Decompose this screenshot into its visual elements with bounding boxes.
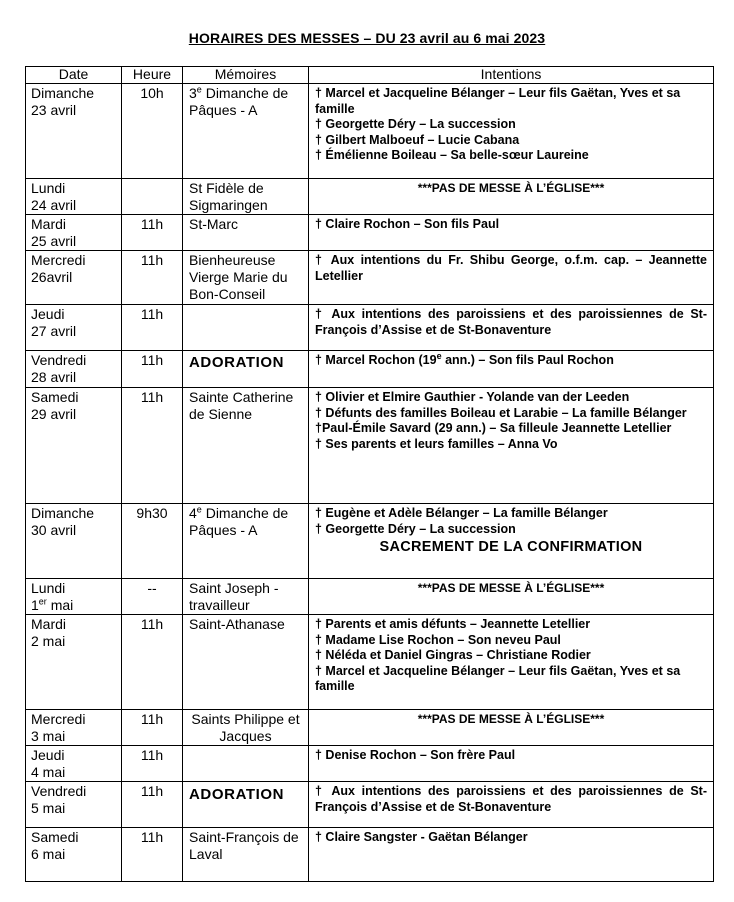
no-mass-note: ***PAS DE MESSE À L’ÉGLISE***: [417, 712, 605, 726]
intentions-cell: [309, 351, 714, 388]
memoire-sup: e: [196, 504, 202, 515]
date-day: Jeudi: [31, 747, 65, 763]
intentions-cell: [309, 251, 714, 305]
memoire-text-rest: Dimanche de Pâques - A: [189, 85, 289, 118]
date-value: 27 avril: [31, 323, 77, 339]
table-row: [26, 746, 714, 782]
intention-line: † Georgette Déry – La succession: [315, 117, 516, 131]
time-cell: 11h: [122, 782, 183, 828]
date-value: 2 mai: [31, 633, 66, 649]
date-day: Mercredi: [31, 711, 86, 727]
date-value: 4 mai: [31, 764, 66, 780]
header-heure: Heure: [122, 67, 183, 84]
intention-line: † Olivier et Elmire Gauthier - Yolande van der Leeden: [315, 390, 630, 404]
date-day: Dimanche: [31, 85, 95, 101]
memoire-cell: [183, 504, 309, 579]
date-value: 28 avril: [31, 369, 77, 385]
date-cell: [26, 615, 122, 710]
date-value: 24 avril: [31, 197, 77, 213]
intention-line: † Ses parents et leurs familles – Anna Vo: [315, 436, 558, 451]
memoire-cell: [183, 746, 309, 782]
date-value: 6 mai: [31, 846, 66, 862]
date-cell: [26, 388, 122, 504]
memoire-cell: Saint-Athanase: [183, 615, 309, 710]
date-day: Mardi: [31, 616, 67, 632]
schedule-table: [25, 66, 714, 882]
date-day: Lundi: [31, 180, 66, 196]
time-cell: 11h: [122, 710, 183, 746]
table-row: [26, 215, 714, 251]
time-cell: 11h: [122, 828, 183, 882]
date-cell: [26, 179, 122, 215]
intention-line: † Marcel et Jacqueline Bélanger – Leur fils Gaëtan, Yves et sa famille: [315, 86, 681, 116]
intention-line: † Marcel et Jacqueline Bélanger – Leur fils Gaëtan, Yves et sa famille: [315, 663, 681, 693]
time-cell: 9h30: [122, 504, 183, 579]
intention-line: † Madame Lise Rochon – Son neveu Paul: [315, 632, 561, 647]
date-day: Lundi: [31, 580, 66, 596]
memoire-cell: Saint-François de Laval: [183, 828, 309, 882]
table-row: [26, 782, 714, 828]
intentions-cell: [309, 179, 714, 215]
date-cell: [26, 351, 122, 388]
time-cell: 11h: [122, 215, 183, 251]
intentions-cell: [309, 615, 714, 710]
intentions-cell: [309, 579, 714, 615]
adoration-label: ADORATION: [189, 786, 285, 803]
intentions-cell: [309, 782, 714, 828]
date-value: 25 avril: [31, 233, 77, 249]
memoire-text: 3: [189, 85, 197, 101]
date-day: Mercredi: [31, 252, 86, 268]
date-cell: [26, 84, 122, 179]
intention-line: † Aux intentions des paroissiens et des paroissiennes de St-François d’Assise et de St-Bonaventure: [315, 307, 707, 337]
intention-line: † Denise Rochon – Son frère Paul: [315, 748, 516, 762]
date-cell: [26, 782, 122, 828]
memoire-cell: Bienheureuse Vierge Marie du Bon-Conseil: [183, 251, 309, 305]
memoire-cell: Saint Joseph - travailleur: [183, 579, 309, 615]
time-cell: 11h: [122, 305, 183, 351]
date-day: Dimanche: [31, 505, 95, 521]
date-day: Samedi: [31, 389, 79, 405]
intention-line: † Parents et amis défunts – Jeannette Letellier: [315, 617, 591, 631]
date-value: 29 avril: [31, 406, 77, 422]
intention-line: † Marcel Rochon (19e ann.) – Son fils Paul Rochon: [315, 350, 614, 367]
memoire-cell: Sainte Catherine de Sienne: [183, 388, 309, 504]
date-cell: [26, 251, 122, 305]
table-row: [26, 828, 714, 882]
sacrament-banner: SACREMENT DE LA CONFIRMATION: [379, 539, 643, 555]
adoration-label: ADORATION: [189, 354, 285, 371]
date-value: 26avril: [31, 269, 73, 285]
memoire-sup: e: [196, 84, 202, 95]
date-value: 30 avril: [31, 522, 77, 538]
intentions-cell: [309, 746, 714, 782]
intentions-cell: [309, 828, 714, 882]
date-day: Vendredi: [31, 352, 87, 368]
date-value: 3 mai: [31, 728, 66, 744]
memoire-cell: [183, 351, 309, 388]
table-row: [26, 351, 714, 388]
intention-line: † Eugène et Adèle Bélanger – La famille Bélanger: [315, 506, 608, 520]
date-cell: [26, 579, 122, 615]
intention-line: † Défunts des familles Boileau et Larabie – La famille Bélanger: [315, 405, 687, 420]
memoire-text-rest: Dimanche de Pâques - A: [189, 505, 289, 538]
table-row: [26, 388, 714, 504]
memoire-cell: Saints Philippe et Jacques: [183, 710, 309, 746]
date-cell: [26, 746, 122, 782]
intention-line: † Claire Rochon – Son fils Paul: [315, 217, 500, 231]
intention-line: † Émélienne Boileau – Sa belle-sœur Laureine: [315, 148, 589, 162]
header-date: Date: [26, 67, 122, 84]
table-row: [26, 579, 714, 615]
date-cell: [26, 215, 122, 251]
header-memoires: Mémoires: [183, 67, 309, 84]
date-day: Mardi: [31, 216, 67, 232]
intentions-cell: [309, 388, 714, 504]
memoire-cell: [183, 305, 309, 351]
table-row: [26, 251, 714, 305]
intentions-cell: [309, 710, 714, 746]
memoire-cell: St Fidèle de Sigmaringen: [183, 179, 309, 215]
table-row: [26, 179, 714, 215]
date-cell: [26, 305, 122, 351]
table-row: [26, 710, 714, 746]
date-cell: [26, 710, 122, 746]
intention-line: † Georgette Déry – La succession: [315, 521, 516, 536]
time-cell: 11h: [122, 615, 183, 710]
intentions-cell: [309, 504, 714, 579]
table-row: [26, 84, 714, 179]
date-cell: [26, 504, 122, 579]
table-row: [26, 305, 714, 351]
intention-line: † Aux intentions du Fr. Shibu George, o.f.m. cap. – Jeannette Letellier: [315, 253, 707, 283]
table-header-row: [26, 67, 714, 84]
intentions-cell: [309, 215, 714, 251]
memoire-cell: [183, 782, 309, 828]
memoire-cell: [183, 84, 309, 179]
date-value: 23 avril: [31, 102, 77, 118]
time-cell: --: [122, 579, 183, 615]
memoire-text: 4: [189, 505, 197, 521]
time-cell: 11h: [122, 251, 183, 305]
date-value: 5 mai: [31, 800, 66, 816]
date-day: Jeudi: [31, 306, 65, 322]
intention-line: † Néléda et Daniel Gingras – Christiane Rodier: [315, 648, 591, 662]
date-value: 1er mai: [31, 596, 74, 613]
time-cell: 11h: [122, 351, 183, 388]
no-mass-note: ***PAS DE MESSE À L’ÉGLISE***: [417, 181, 605, 195]
time-cell: 11h: [122, 746, 183, 782]
date-cell: [26, 828, 122, 882]
time-cell: [122, 179, 183, 215]
table-row: [26, 504, 714, 579]
intention-line: † Gilbert Malboeuf – Lucie Cabana: [315, 132, 520, 147]
table-row: [26, 615, 714, 710]
intentions-cell: [309, 305, 714, 351]
time-cell: 10h: [122, 84, 183, 179]
date-day: Samedi: [31, 829, 79, 845]
intentions-cell: [309, 84, 714, 179]
time-cell: 11h: [122, 388, 183, 504]
no-mass-note: ***PAS DE MESSE À L’ÉGLISE***: [417, 581, 605, 595]
intention-line: † Claire Sangster - Gaëtan Bélanger: [315, 830, 528, 844]
page-title: HORAIRES DES MESSES – DU 23 avril au 6 mai 2023: [188, 30, 546, 46]
memoire-cell: St-Marc: [183, 215, 309, 251]
date-day: Vendredi: [31, 783, 87, 799]
header-intentions: Intentions: [309, 67, 714, 84]
intention-line: † Aux intentions des paroissiens et des paroissiennes de St-François d’Assise et de St-Bonaventure: [315, 784, 707, 814]
intention-line: †Paul-Émile Savard (29 ann.) – Sa filleule Jeannette Letellier: [315, 421, 672, 435]
